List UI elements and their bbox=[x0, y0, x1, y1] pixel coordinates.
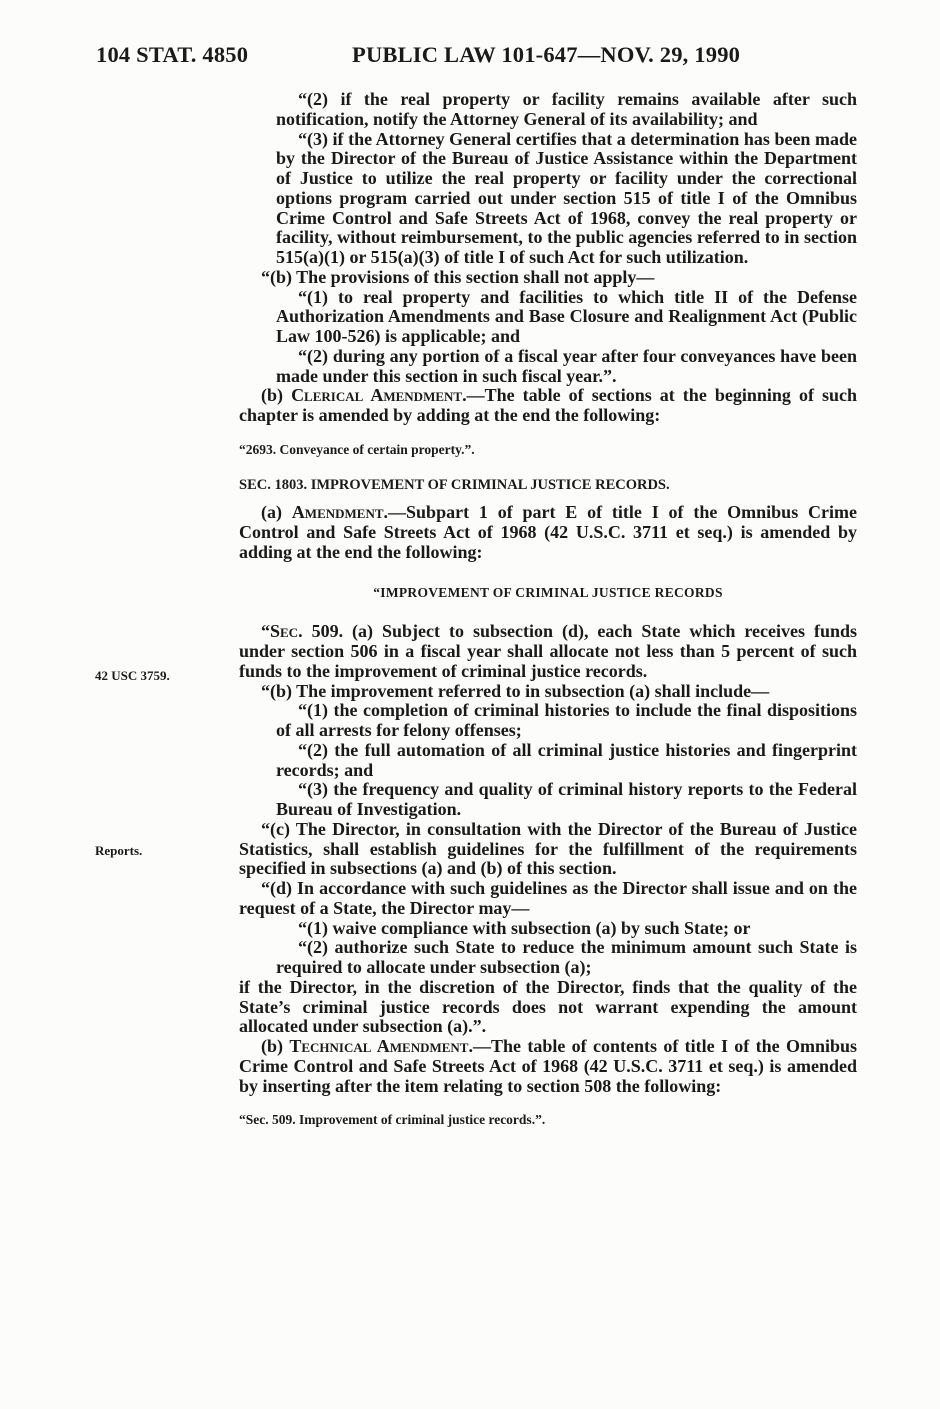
paragraph: “(1) to real property and facilities to which title II of the Defense Authorization Amendments and Base Closure and Realignment Act (Public Law 100-526) is applicable; and bbox=[276, 286, 857, 346]
amendment-paragraph bbox=[239, 503, 857, 562]
paragraph: “(2) the full automation of all criminal justice histories and fingerprint records; and bbox=[276, 739, 857, 780]
paragraph: if the Director, in the discretion of the Director, finds that the quality of the State’s criminal justice records does not warrant expending the amount allocated under subsection (a).”. bbox=[239, 976, 857, 1037]
paragraph-text: 509. (a) Subject to subsection (d), each State which receives funds under section 506 in a fiscal year shall allocate not less than 5 percent of such funds to the improvement of criminal justice records. bbox=[239, 621, 857, 681]
paragraph-text: Subpart 1 of part E of title I of the Omnibus Crime Control and Safe Streets Act of 1968 (42 U.S.C. 3711 et seq.) is amended by adding at the end the following: bbox=[239, 502, 857, 562]
section-word: Sec. bbox=[270, 621, 303, 642]
subsection-label: (a) bbox=[261, 502, 292, 523]
margin-note-usc: 42 USC 3759. bbox=[95, 668, 170, 683]
paragraph: “(1) the completion of criminal histories to include the final dispositions of all arrests for felony offenses; bbox=[276, 700, 857, 740]
paragraph: “(c) The Director, in consultation with the Director of the Bureau of Justice Statistics, shall establish guidelines for the fulfillment of the requirements specified in subsections (a) and (b) of this section. bbox=[239, 818, 857, 879]
paragraph-text: The table of sections at the beginning of such chapter is amended by adding at the end the following: bbox=[239, 385, 857, 425]
table-entry: “Sec. 509. Improvement of criminal justice records.”. bbox=[239, 1112, 546, 1128]
subsection-label: (b) bbox=[261, 385, 292, 406]
paragraph: “(d) In accordance with such guidelines as the Director shall issue and on the request of a State, the Director may— bbox=[239, 878, 857, 918]
paragraph: “(b) The improvement referred to in subsection (a) shall include— bbox=[261, 680, 770, 701]
section-509-paragraph bbox=[239, 622, 857, 681]
paragraph: “(2) authorize such State to reduce the minimum amount such State is required to allocate under subsection (a); bbox=[276, 937, 857, 977]
table-entry: “2693. Conveyance of certain property.”. bbox=[239, 441, 475, 457]
statute-body bbox=[239, 90, 857, 1130]
page-header bbox=[0, 42, 940, 72]
open-quote: “ bbox=[261, 621, 270, 642]
clerical-amendment-heading: Clerical Amendment.— bbox=[291, 385, 485, 406]
paragraph: “(1) waive compliance with subsection (a) by such State; or bbox=[298, 917, 751, 938]
public-law-title: PUBLIC LAW 101-647—NOV. 29, 1990 bbox=[352, 42, 741, 67]
amendment-heading: Amendment.— bbox=[291, 502, 407, 523]
paragraph: “(2) during any portion of a fiscal year after four conveyances have been made under this section in such fiscal year.”. bbox=[276, 345, 857, 386]
subsection-label: (b) bbox=[261, 1036, 290, 1056]
section-heading: SEC. 1803. IMPROVEMENT OF CRIMINAL JUSTICE RECORDS. bbox=[239, 476, 670, 493]
clerical-amendment-paragraph bbox=[239, 386, 857, 426]
inserted-section-heading: “IMPROVEMENT OF CRIMINAL JUSTICE RECORDS bbox=[373, 584, 723, 600]
paragraph: “(3) if the Attorney General certifies that a determination has been made by the Director of the Bureau of Justice Assistance within the Department of Justice to utilize the real property or facility under the correctional options program carried out under section 515 of title I of the Omnibus Crime Control and Safe Streets Act of 1968, convey the real property or facility, without reimbursement, to the public agencies referred to in section 515(a)(1) or 515(a)(3) of title I of such Act for such utilization. bbox=[276, 128, 857, 267]
technical-amendment-heading: Technical Amendment.— bbox=[289, 1036, 491, 1056]
paragraph: “(2) if the real property or facility remains available after such notification, notify the Attorney General of its availability; and bbox=[276, 89, 857, 129]
technical-amendment-paragraph bbox=[239, 1037, 857, 1096]
paragraph: “(b) The provisions of this section shall not apply— bbox=[261, 266, 655, 287]
statute-page-number: 104 STAT. 4850 bbox=[96, 42, 249, 67]
paragraph: “(3) the frequency and quality of criminal history reports to the Federal Bureau of Investigation. bbox=[276, 779, 857, 819]
paragraph-text: The table of contents of title I of the Omnibus Crime Control and Safe Streets Act of 1968 (42 U.S.C. 3711 et seq.) is amended by inserting after the item relating to section 508 the following: bbox=[239, 1036, 858, 1096]
margin-note-reports: Reports. bbox=[95, 843, 143, 858]
